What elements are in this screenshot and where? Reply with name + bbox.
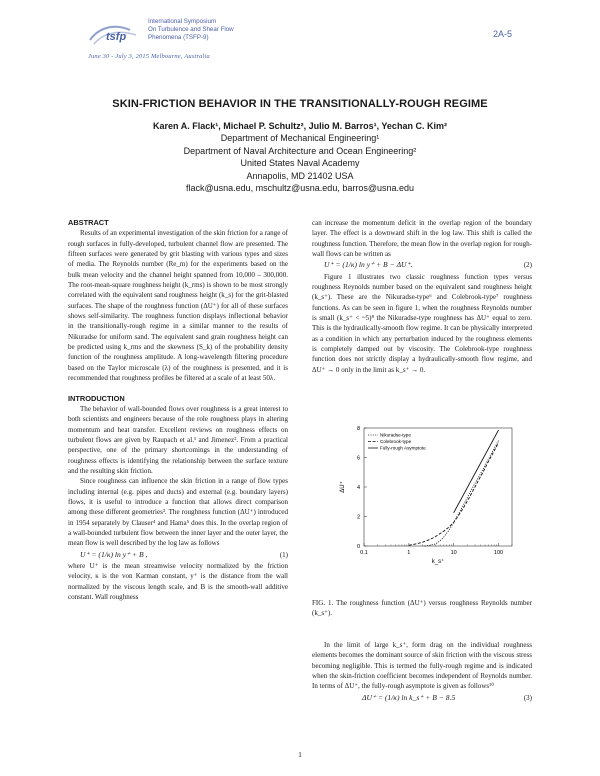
affiliation-line: Department of Naval Architecture and Ocean Engineering² — [183, 145, 417, 156]
equation-2 — [312, 259, 532, 271]
figure-1 — [312, 420, 532, 570]
author-emails: flack@usna.edu, mschultz@usna.edu, barros@usna.edu — [185, 183, 415, 194]
symposium-date: June 30 - July 3, 2015 Melbourne, Australia — [88, 53, 210, 60]
introduction-heading: INTRODUCTION — [68, 393, 125, 403]
series-line-solid — [454, 430, 499, 513]
x-tick-label: 100 — [493, 550, 504, 556]
body-paragraph: Figure 1 illustrates two classic roughness function types versus roughness Reynolds number based on the equivalent sand roughness height (k_s⁺). These are the Nikuradse-type⁶ and Colebrook-type⁷ roughness functions. As can be seen in figure 1, when the roughness Reynolds number is small (k_s⁺ < ~5)⁸ the Nikuradse-type roughness has ΔU⁺ equal to zero. This is the hydraulically-smooth flow regime. It can be physically interpreted as a condition in which any perturbation induced by the roughness elements is completely damped out by viscosity. The Colebrook-type roughness function does not strictly display a hydraulically-smooth flow regime, and ΔU⁺ → 0 only in the limit as k_s⁺ → 0. — [312, 272, 532, 374]
abstract-text: Results of an experimental investigation of the skin friction for a range of rough surfaces in fully-developed, turbulent channel flow are presented. The fifteen surfaces were generated by grit blasting with various types and sizes of media. The Reynolds number (Re_m) for the experiments based on the bulk mean velocity and the channel height spanned from 10,000 – 300,000. The root-mean-square roughness height (k_rms) is shown to be most strongly correlated with the equivalent sand roughness height (k_s) for the grit-blasted surfaces. The shape of the roughness function (ΔU⁺) for all of these surfaces shows self-similarity. The roughness function displays inflectional behavior in the transitionally-rough regime in a similar manner to the results of Nikuradse for uniform sand. The equivalent sand grain roughness height can be predicted using k_rms and the skewness (S_k) of the probability density function of the roughness amplitude. A long-wavelength filtering procedure based on the Taylor microscale (λ) of the roughness is presented, and it is recommended that roughness profiles be filtered at a scale of at least 50λ. — [68, 229, 288, 383]
y-tick-label: 8 — [356, 426, 360, 432]
equation-text: U⁺ = (1/κ) ln y⁺ + B , — [80, 549, 148, 559]
intro-paragraph: Since roughness can influence the skin friction in a range of flow types including internal (e.g. pipes and ducts) and external (e.g. boundary layers) flows, it is useful to introduce a function that allows direct comparison among these different geometries³. The roughness function (ΔU⁺) introduced in 1954 separately by Clauser⁴ and Hama⁵ does this. In the overlap region of a wall-bounded turbulent flow between the inner layer and the outer layer, the mean flow is well described by the log law as follows — [68, 477, 288, 548]
y-tick-label: 6 — [356, 455, 360, 462]
equation-text: U⁺ = (1/κ) ln y⁺ + B − ΔU⁺. — [324, 260, 413, 270]
intro-paragraph: The behavior of wall-bounded flows over roughness is a great interest to both scientists and engineers because of the role roughness plays in altering momentum and heat transfer. Excellent reviews on roughness effects on turbulent flows are given by Raupach et al.¹ and Jimenez². From a practical perspective, one of the primary shortcomings in the understanding of roughness effects is identifying the relationship between the surface texture and the resulting skin friction. — [68, 404, 288, 475]
equation-number: (2) — [523, 261, 532, 270]
series-line-dashed — [409, 443, 499, 546]
equation-number: (1) — [279, 550, 288, 559]
logo-text: tsfp — [106, 31, 127, 43]
paper-code: 2A-5 — [492, 29, 512, 39]
right-column-bottom — [312, 640, 532, 704]
figure-caption: FIG. 1. The roughness function (ΔU⁺) versus roughness Reynolds number (k_s⁺). — [312, 599, 532, 618]
symposium-name — [148, 18, 234, 43]
body-paragraph: In the limit of large k_s⁺, form drag on the individual roughness elements becomes the dominant source of skin friction with the viscous stress becoming negligible. This is termed the fully-rough regime and is indicated when the skin-friction coefficient becomes independent of Reynolds number. In terms of ΔU⁺, the fully-rough asymptote is given as follows¹⁰ — [312, 641, 532, 691]
legend-label: Fully-rough Asymptote — [380, 445, 426, 451]
tsfp-logo-graphic — [86, 20, 146, 50]
affiliation-line: United States Naval Academy — [240, 158, 360, 169]
intro-paragraph: where U⁺ is the mean streamwise velocity normalized by the friction velocity, κ is the von Karman constant, y⁺ is the distance from the wall normalized by the viscous length scale, and B is the smooth-wall additive constant. Wall roughness — [68, 562, 288, 602]
equation-1 — [68, 549, 288, 561]
legend-label: Colebrook-type — [380, 439, 412, 445]
equation-3 — [312, 692, 532, 704]
y-tick-label: 0 — [356, 544, 360, 550]
equation-text: ΔU⁺ = (1/κ) ln k_s⁺ + B − 8.5 — [362, 692, 456, 702]
affiliation-line: Annapolis, MD 21402 USA — [246, 170, 354, 181]
chart-legend — [368, 433, 426, 451]
page-number: 1 — [298, 750, 302, 759]
left-column — [68, 218, 288, 602]
equation-number: (3) — [523, 693, 532, 702]
symposium-logo — [86, 20, 146, 50]
y-tick-label: 2 — [356, 514, 360, 521]
symposium-line: On Turbulence and Shear Flow — [148, 26, 234, 34]
author-block — [0, 120, 600, 194]
abstract-heading: ABSTRACT — [68, 218, 109, 227]
y-axis-label: ΔU⁺ — [340, 481, 346, 493]
x-tick-label: 0.1 — [360, 550, 368, 556]
symposium-line: International Symposium — [148, 18, 217, 25]
y-tick-label: 4 — [356, 485, 360, 491]
right-column-top — [312, 218, 532, 375]
x-tick-label: 10 — [450, 550, 457, 556]
x-axis-label: k_s⁺ — [431, 559, 445, 565]
symposium-line: Phenomena (TSFP-9) — [148, 34, 209, 42]
paper-title: SKIN-FRICTION BEHAVIOR IN THE TRANSITIONALLY-ROUGH REGIME — [112, 98, 488, 110]
author-names: Karen A. Flack¹, Michael P. Schultz², Julio M. Barros¹, Yechan C. Kim² — [153, 121, 447, 131]
roughness-function-chart — [312, 420, 532, 570]
x-tick-label: 1 — [407, 550, 411, 556]
legend-label: Nikuradse-type — [380, 432, 411, 438]
affiliation-line: Department of Mechanical Engineering¹ — [220, 133, 380, 144]
series-line-dotted — [425, 441, 499, 546]
body-paragraph: can increase the momentum deficit in the overlap region of the boundary layer. The effect is a downward shift in the log law. This shift is called the roughness function. Therefore, the mean flow in the overlap region for rough-wall flows can be written as — [312, 219, 532, 259]
